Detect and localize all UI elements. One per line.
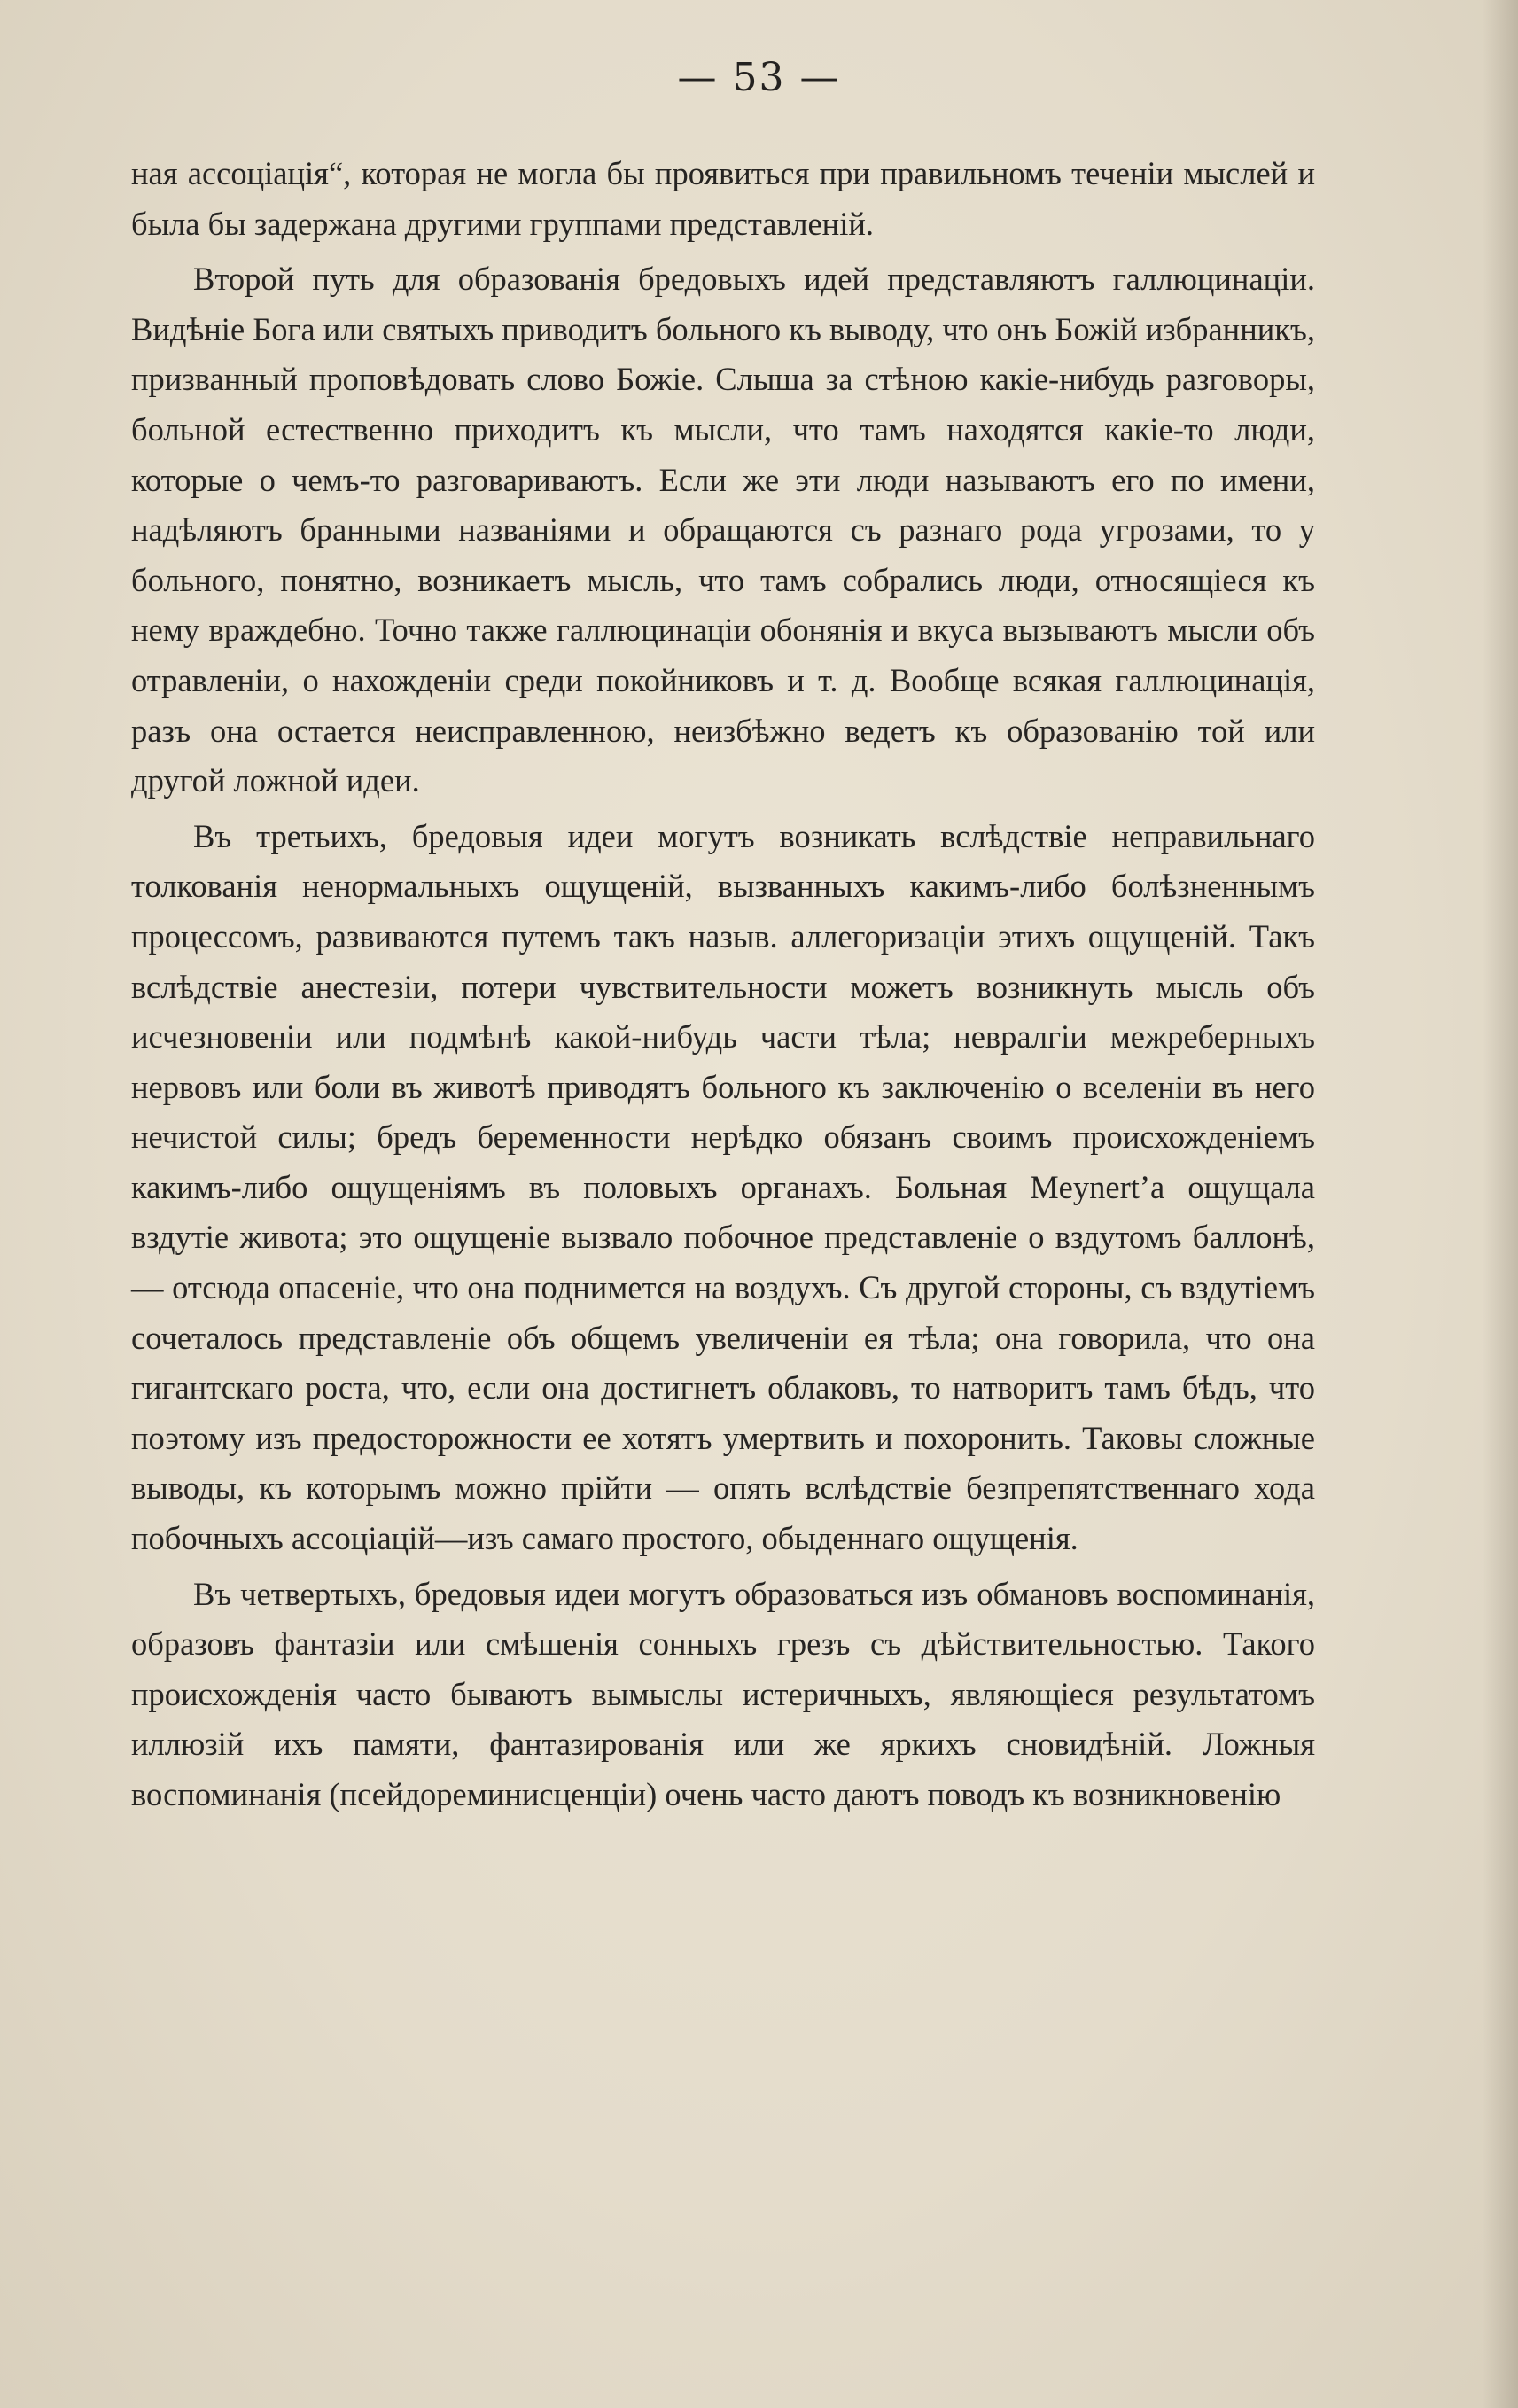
paragraph-memory: Въ четвертыхъ, бредовыя идеи могутъ образоваться изъ обмановъ воспоминанія, образовъ фантазіи или смѣшенія сонныхъ грезъ съ дѣйствительностью. Такого происхожденія часто бываютъ вымыслы истеричныхъ, являющіеся результатомъ иллюзій ихъ памяти, фантазированія или же яркихъ сновидѣній. Ложныя воспоминанія (псейдореминисценціи) очень часто даютъ поводъ къ возникновенію — [131, 1575, 1315, 1812]
page-number: — 53 — — [677, 55, 841, 100]
page-edge-shadow — [1483, 0, 1518, 2408]
paragraph-continuation: ная ассоціація“, которая не могла бы проявиться при правильномъ теченіи мыслей и была бы задержана другими группами представленій. — [131, 155, 1315, 242]
paragraph-hallucinations: Второй путь для образованія бредовыхъ идей представляютъ галлюцинаціи. Видѣніе Бога или святыхъ приводитъ больного къ выводу, что онъ Божій избранникъ, призванный проповѣдовать слово Божіе. Слыша за стѣною какіе-нибудь разговоры, больной естественно приходитъ къ мысли, что тамъ находятся какіе-то люди, которые о чемъ-то разговариваютъ. Если же эти люди называютъ его по имени, надѣляютъ бранными названіями и обращаются съ разнаго рода угрозами, то у больного, понятно, возникаетъ мысль, что тамъ собрались люди, относящіеся къ нему враждебно. Точно также галлюцинаціи обонянія и вкуса вызываютъ мысли объ отравленіи, о нахожденіи среди покойниковъ и т. д. Вообще всякая галлюцинація, разъ она остается неисправленною, неизбѣжно ведетъ къ образованію той или другой ложной идеи. — [131, 261, 1315, 799]
paragraph-sensations: Въ третьихъ, бредовыя идеи могутъ возникать вслѣдствіе неправильнаго толкованія ненормальныхъ ощущеній, вызванныхъ какимъ-либо болѣзненнымъ процессомъ, развиваются путемъ такъ назыв. аллегоризаціи этихъ ощущеній. Такъ вслѣдствіе анестезіи, потери чувствительности можетъ возникнуть мысль объ исчезновеніи или подмѣнѣ какой-нибудь части тѣла; невралгіи межреберныхъ нервовъ или боли въ животѣ приводятъ больного къ заключенію о вселеніи въ него нечистой силы; бредъ беременности нерѣдко обязанъ своимъ происхожденіемъ какимъ-либо ощущеніямъ въ половыхъ органахъ. Больная Meynert’а ощущала вздутіе живота; это ощущеніе вызвало побочное представленіе о вздутомъ баллонѣ,— отсюда опасеніе, что она поднимется на воздухъ. Съ другой стороны, съ вздутіемъ сочеталось представленіе объ общемъ увеличеніи ея тѣла; она говорила, что она гигантскаго роста, что, если она достигнетъ облаковъ, то натворитъ тамъ бѣдъ, что поэтому изъ предосторожности ее хотятъ умертвить и похоронить. Таковы сложные выводы, къ которымъ можно прійти — опять вслѣдствіе безпрепятственнаго хода побочныхъ ассоціацій—изъ самаго простого, обыденнаго ощущенія. — [131, 817, 1315, 1557]
body-text — [131, 149, 1315, 1820]
